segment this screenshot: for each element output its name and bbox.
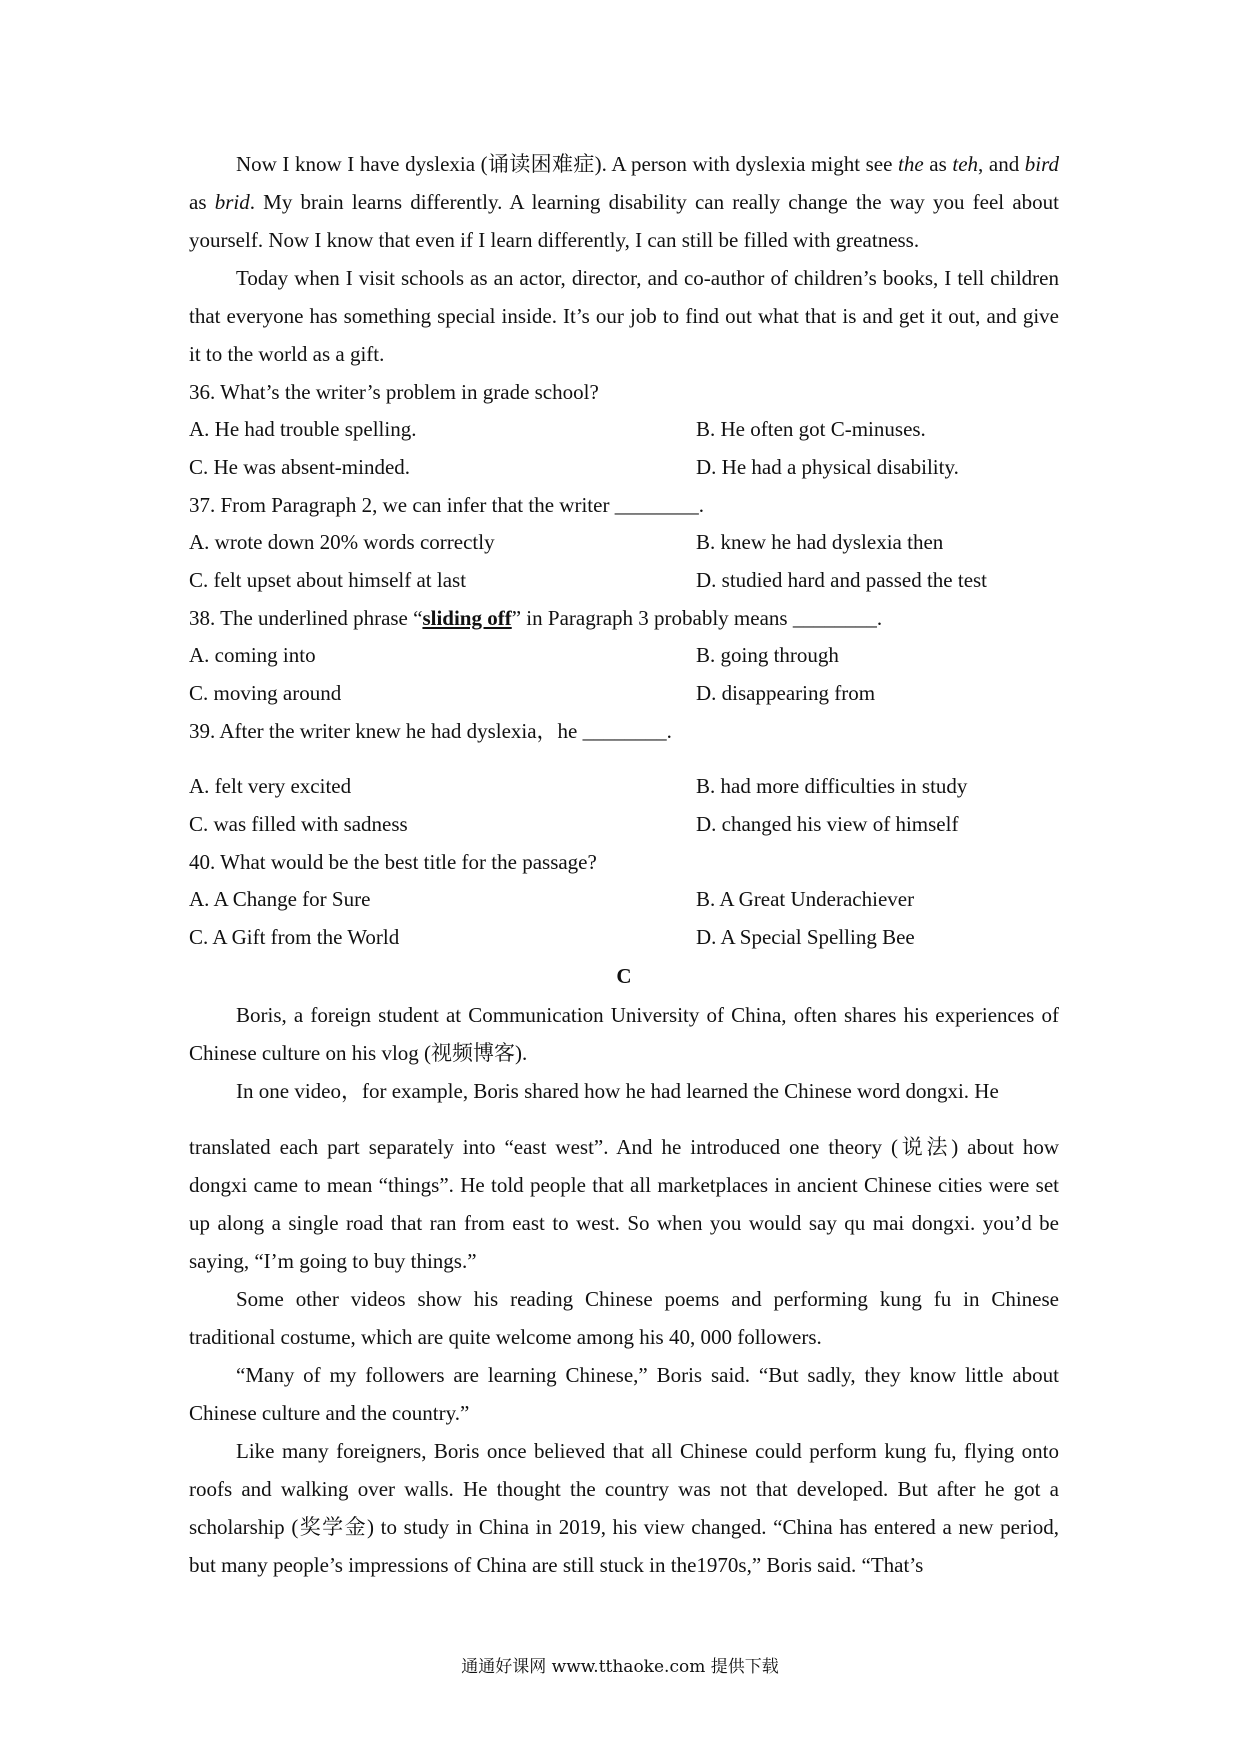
question-37 [189, 486, 1059, 599]
option-d[interactable]: D. disappearing from [696, 680, 876, 705]
question-stem: 38. The underlined phrase “sliding off” in Paragraph 3 probably means ________. [189, 606, 883, 630]
option-b[interactable]: B. going through [696, 643, 839, 667]
passage-paragraph-followers: “Many of my followers are learning Chinese,” Boris said. “But sadly, they know little about Chinese culture and the country.” [189, 1363, 1059, 1425]
passage-paragraph-schools: Today when I visit schools as an actor, director, and co-author of children’s books, I tell children that everyone has something special inside. It’s our job to find out what that is and get it out, and give it to the world as a gift. [189, 266, 1059, 366]
question-options [189, 881, 1059, 956]
passage-paragraph-scholarship: Like many foreigners, Boris once believed that all Chinese could perform kung fu, flying onto roofs and walking over walls. He thought the country was not that developed. But after he got a scholarship (奖学金) to study in China in 2019, his view changed. “China has entered a new period, but many people’s impressions of China are still stuck in the1970s,” Boris said. “That’s [189, 1439, 1059, 1577]
option-c[interactable]: C. was filled with sadness [189, 811, 408, 836]
question-options [189, 411, 1059, 486]
page-footer: 通通好课网 www.tthaoke.com 提供下载 [461, 1657, 779, 1677]
question-options [189, 524, 1059, 599]
passage-paragraph-boris-intro: Boris, a foreign student at Communication University of China, often shares his experiences of Chinese culture on his vlog (视频博客). [189, 1003, 1059, 1065]
question-options [189, 768, 1059, 843]
option-c[interactable]: C. He was absent-minded. [189, 454, 411, 479]
question-options [189, 637, 1059, 712]
option-c[interactable]: C. moving around [189, 680, 342, 705]
option-b[interactable]: B. He often got C-minuses. [696, 417, 926, 441]
passage-paragraph-dongxi: translated each part separately into “east west”. And he introduced one theory (说法) about how dongxi came to mean “things”. He told people that all marketplaces in ancient Chinese cities were set up along a single road that ran from east to west. So when you would say qu mai dongxi. you’d be saying, “I’m going to buy things.” [189, 1135, 1059, 1273]
question-36 [189, 373, 1059, 486]
underlined-phrase: sliding off [422, 606, 512, 630]
option-d[interactable]: D. studied hard and passed the test [696, 567, 988, 592]
question-stem: 39. After the writer knew he had dyslexia，he ________. [189, 719, 672, 743]
option-b[interactable]: B. had more difficulties in study [696, 774, 968, 798]
option-d[interactable]: D. changed his view of himself [696, 811, 959, 836]
option-a[interactable]: A. wrote down 20% words correctly [189, 530, 495, 554]
option-c[interactable]: C. felt upset about himself at last [189, 567, 467, 592]
option-d[interactable]: D. He had a physical disability. [696, 454, 959, 479]
option-b[interactable]: B. A Great Underachiever [696, 887, 915, 911]
exam-page [189, 145, 1059, 1584]
section-heading: C [616, 964, 632, 988]
option-a[interactable]: A. felt very excited [189, 774, 352, 798]
question-39 [189, 712, 1059, 843]
question-40 [189, 843, 1059, 956]
passage-paragraph-dongxi-first-line: In one video，for example, Boris shared how he had learned the Chinese word dongxi. He [236, 1079, 999, 1103]
option-a[interactable]: A. A Change for Sure [189, 887, 371, 911]
question-38 [189, 599, 1059, 712]
option-b[interactable]: B. knew he had dyslexia then [696, 530, 944, 554]
question-stem: 40. What would be the best title for the passage? [189, 850, 597, 874]
passage-paragraph-dyslexia: Now I know I have dyslexia (诵读困难症). A person with dyslexia might see the as teh, and bird as brid. My brain learns differently. A learning disability can really change the way you feel about yourself. Now I know that even if I learn differently, I can still be filled with greatness. [189, 152, 1060, 252]
option-a[interactable]: A. He had trouble spelling. [189, 417, 417, 441]
question-stem: 37. From Paragraph 2, we can infer that the writer ________. [189, 493, 704, 517]
option-a[interactable]: A. coming into [189, 643, 316, 667]
passage-paragraph-videos: Some other videos show his reading Chinese poems and performing kung fu in Chinese traditional costume, which are quite welcome among his 40, 000 followers. [189, 1287, 1059, 1349]
question-stem: 36. What’s the writer’s problem in grade school? [189, 380, 599, 404]
option-d[interactable]: D. A Special Spelling Bee [696, 924, 915, 949]
option-c[interactable]: C. A Gift from the World [189, 924, 400, 949]
